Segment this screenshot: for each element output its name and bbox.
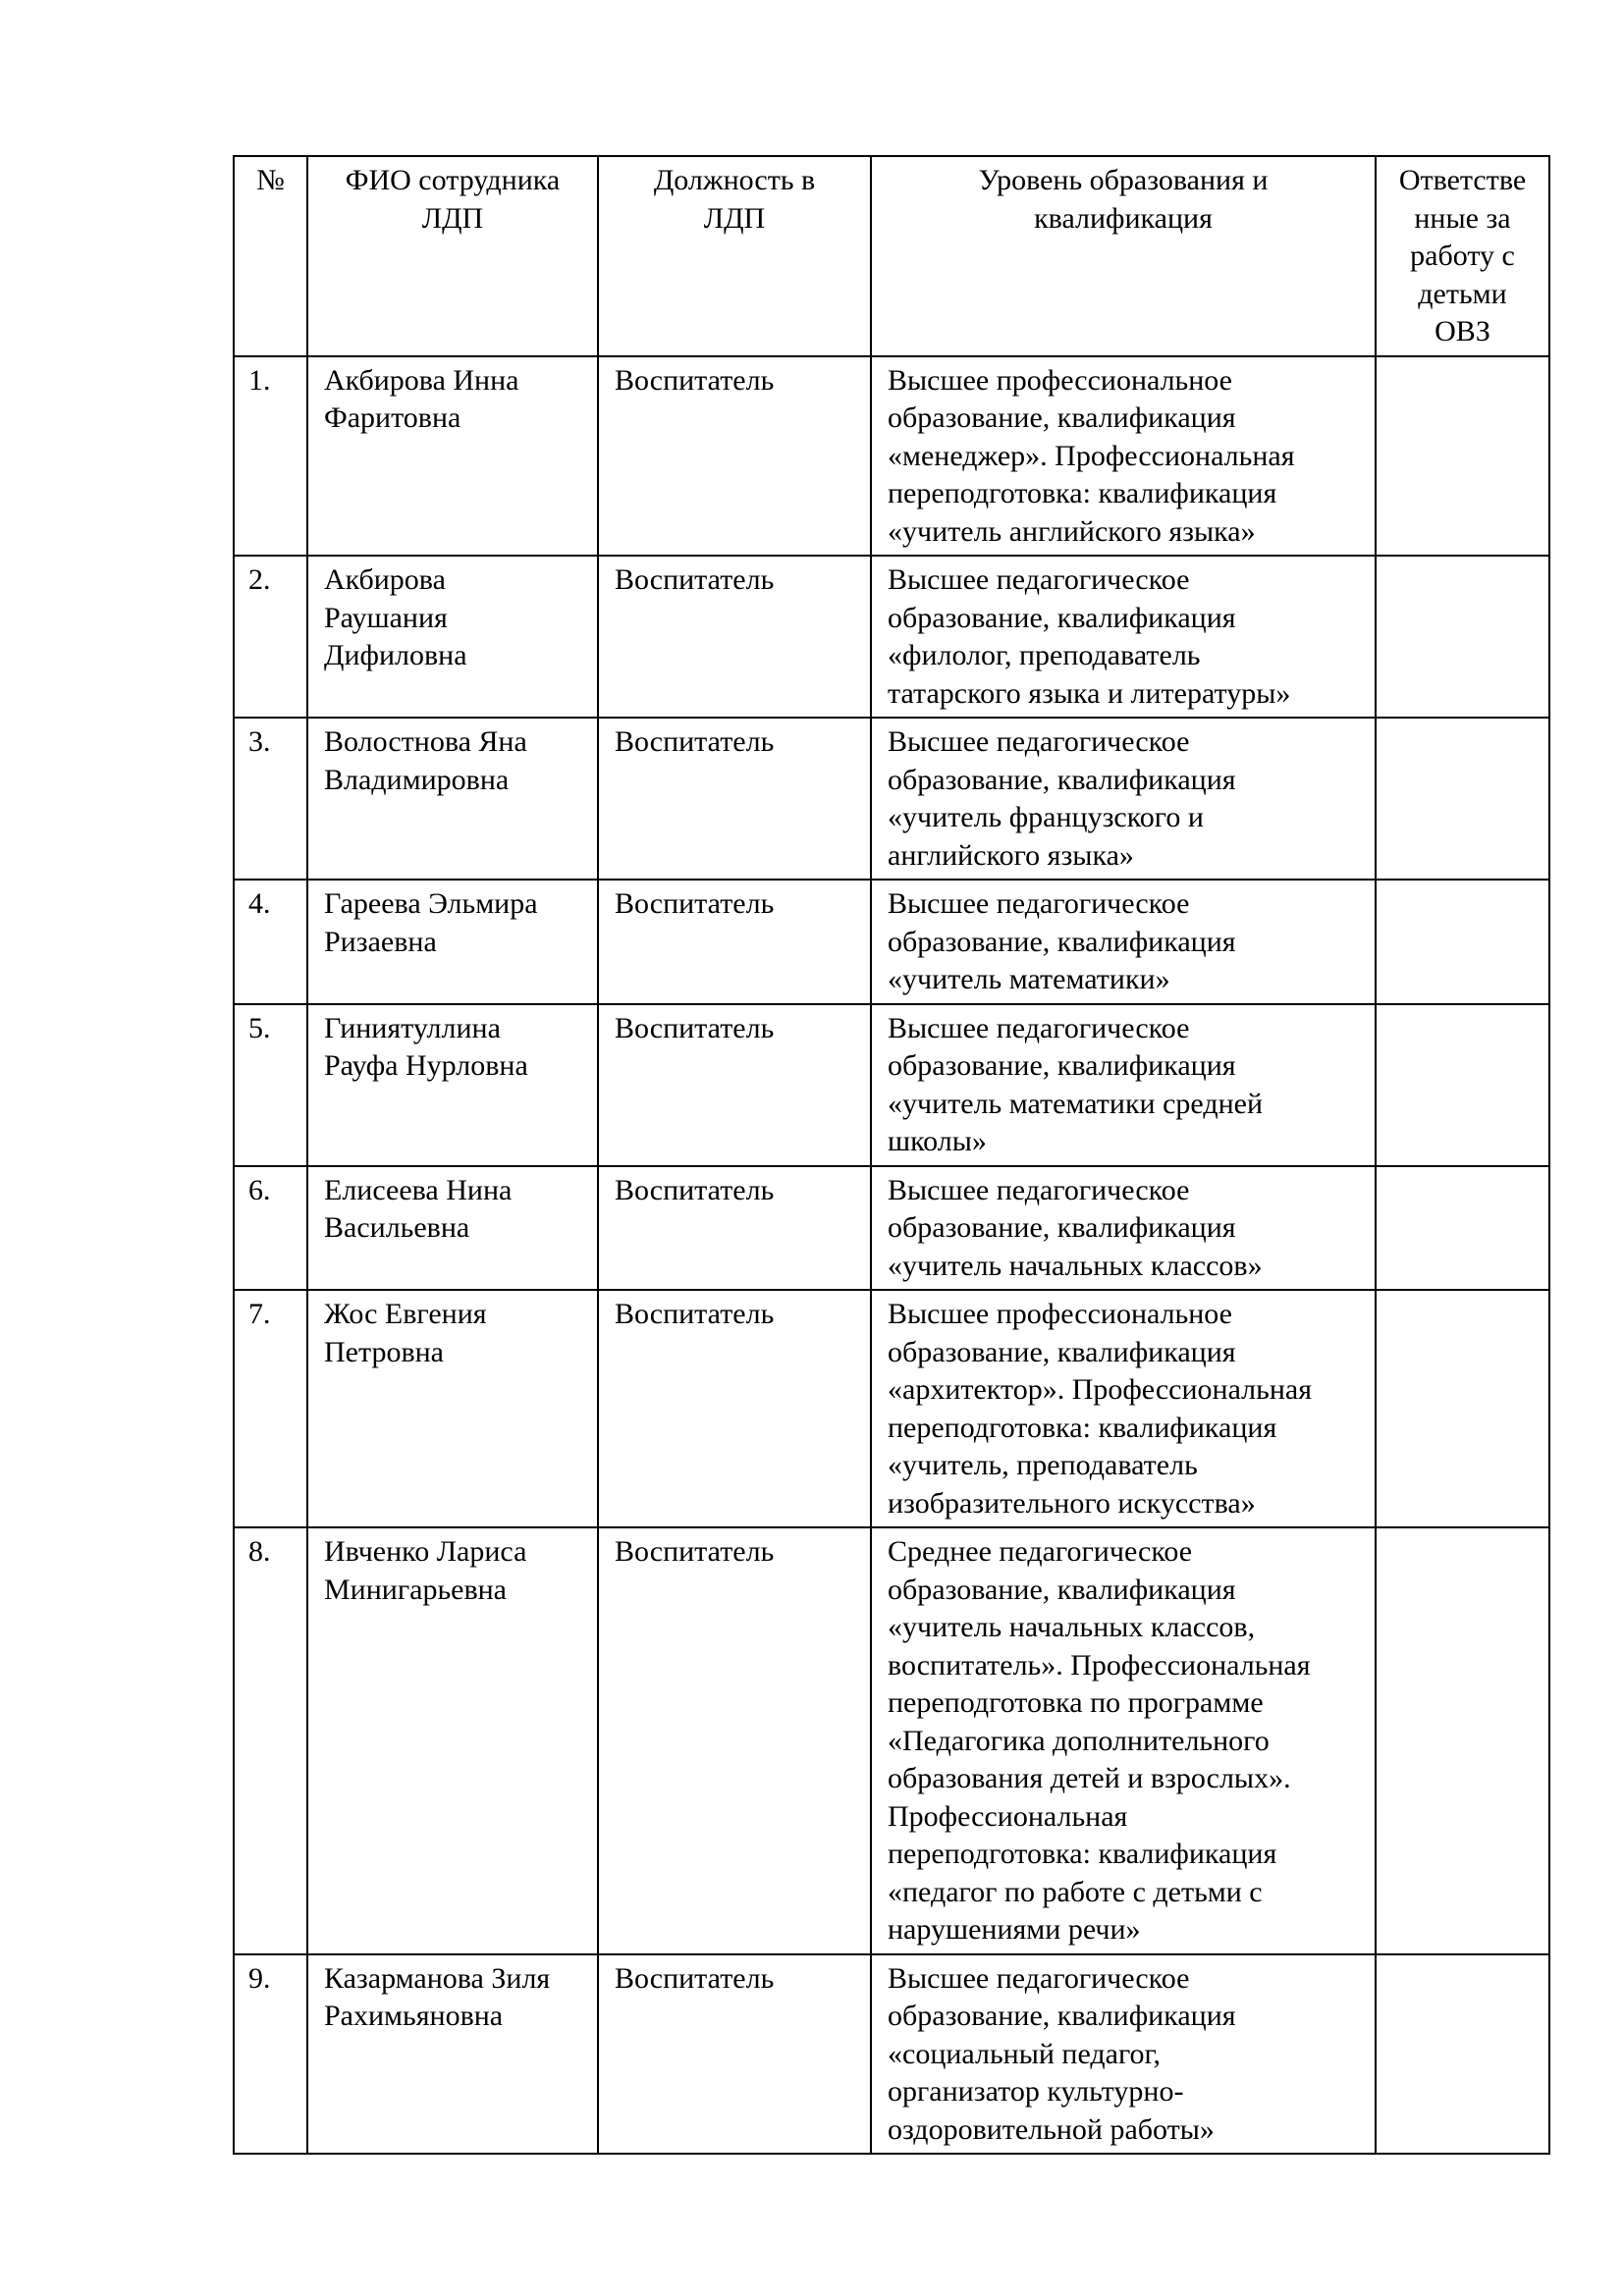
row-num: 3. <box>234 718 307 880</box>
row-num: 9. <box>234 1954 307 2155</box>
row-num: 2. <box>234 556 307 718</box>
row-name: Акбирова Раушания Дифиловна <box>307 556 598 718</box>
table-body <box>234 356 1549 2155</box>
row-num: 6. <box>234 1166 307 1291</box>
row-responsible <box>1376 1166 1549 1291</box>
header-responsible: Ответстве нные за работу с детьми ОВЗ <box>1376 156 1549 356</box>
row-education: Высшее педагогическое образование, квалификация «социальный педагог, организатор культурно- оздоровительной работы» <box>871 1954 1376 2155</box>
row-name: Елисеева Нина Васильевна <box>307 1166 598 1291</box>
row-responsible <box>1376 880 1549 1004</box>
table-header <box>234 156 1549 356</box>
row-responsible <box>1376 1290 1549 1527</box>
table-row <box>234 1954 1549 2155</box>
table-row <box>234 718 1549 880</box>
row-responsible <box>1376 556 1549 718</box>
row-education: Высшее педагогическое образование, квалификация «учитель математики средней школы» <box>871 1004 1376 1166</box>
row-position: Воспитатель <box>598 1290 871 1527</box>
table-row <box>234 556 1549 718</box>
row-responsible <box>1376 356 1549 557</box>
row-position: Воспитатель <box>598 556 871 718</box>
table-row <box>234 1290 1549 1527</box>
row-name: Гареева Эльмира Ризаевна <box>307 880 598 1004</box>
row-name: Ивченко Лариса Минигарьевна <box>307 1527 598 1954</box>
row-name: Казарманова Зиля Рахимьяновна <box>307 1954 598 2155</box>
row-num: 4. <box>234 880 307 1004</box>
row-num: 7. <box>234 1290 307 1527</box>
row-name: Акбирова Инна Фаритовна <box>307 356 598 557</box>
row-education: Высшее профессиональное образование, квалификация «менеджер». Профессиональная переподготовка: квалификация «учитель английского языка» <box>871 356 1376 557</box>
header-position: Должность в ЛДП <box>598 156 871 356</box>
row-responsible <box>1376 1004 1549 1166</box>
row-responsible <box>1376 1954 1549 2155</box>
table-row <box>234 880 1549 1004</box>
table-row <box>234 1004 1549 1166</box>
row-education: Высшее педагогическое образование, квалификация «учитель французского и английского языка» <box>871 718 1376 880</box>
row-position: Воспитатель <box>598 880 871 1004</box>
table-row <box>234 1527 1549 1954</box>
row-num: 1. <box>234 356 307 557</box>
table-row <box>234 1166 1549 1291</box>
row-num: 8. <box>234 1527 307 1954</box>
row-name: Жос Евгения Петровна <box>307 1290 598 1527</box>
row-position: Воспитатель <box>598 1954 871 2155</box>
row-position: Воспитатель <box>598 356 871 557</box>
staff-table <box>233 155 1550 2155</box>
row-num: 5. <box>234 1004 307 1166</box>
row-position: Воспитатель <box>598 718 871 880</box>
row-position: Воспитатель <box>598 1166 871 1291</box>
row-position: Воспитатель <box>598 1004 871 1166</box>
header-row <box>234 156 1549 356</box>
header-num: № <box>234 156 307 356</box>
header-name: ФИО сотрудника ЛДП <box>307 156 598 356</box>
row-responsible <box>1376 718 1549 880</box>
row-education: Высшее педагогическое образование, квалификация «филолог, преподаватель татарского языка и литературы» <box>871 556 1376 718</box>
header-education: Уровень образования и квалификация <box>871 156 1376 356</box>
row-name: Волостнова Яна Владимировна <box>307 718 598 880</box>
row-education: Высшее профессиональное образование, квалификация «архитектор». Профессиональная переподготовка: квалификация «учитель, преподаватель изобразительного искусства» <box>871 1290 1376 1527</box>
table-row <box>234 356 1549 557</box>
row-education: Среднее педагогическое образование, квалификация «учитель начальных классов, воспитатель». Профессиональная переподготовка по программе «Педагогика дополнительного образования детей и взрослых». Профессиональная переподготовка: квалификация «педагог по работе с детьми с нарушениями речи» <box>871 1527 1376 1954</box>
row-education: Высшее педагогическое образование, квалификация «учитель начальных классов» <box>871 1166 1376 1291</box>
row-education: Высшее педагогическое образование, квалификация «учитель математики» <box>871 880 1376 1004</box>
row-position: Воспитатель <box>598 1527 871 1954</box>
row-responsible <box>1376 1527 1549 1954</box>
row-name: Гиниятуллина Рауфа Нурловна <box>307 1004 598 1166</box>
